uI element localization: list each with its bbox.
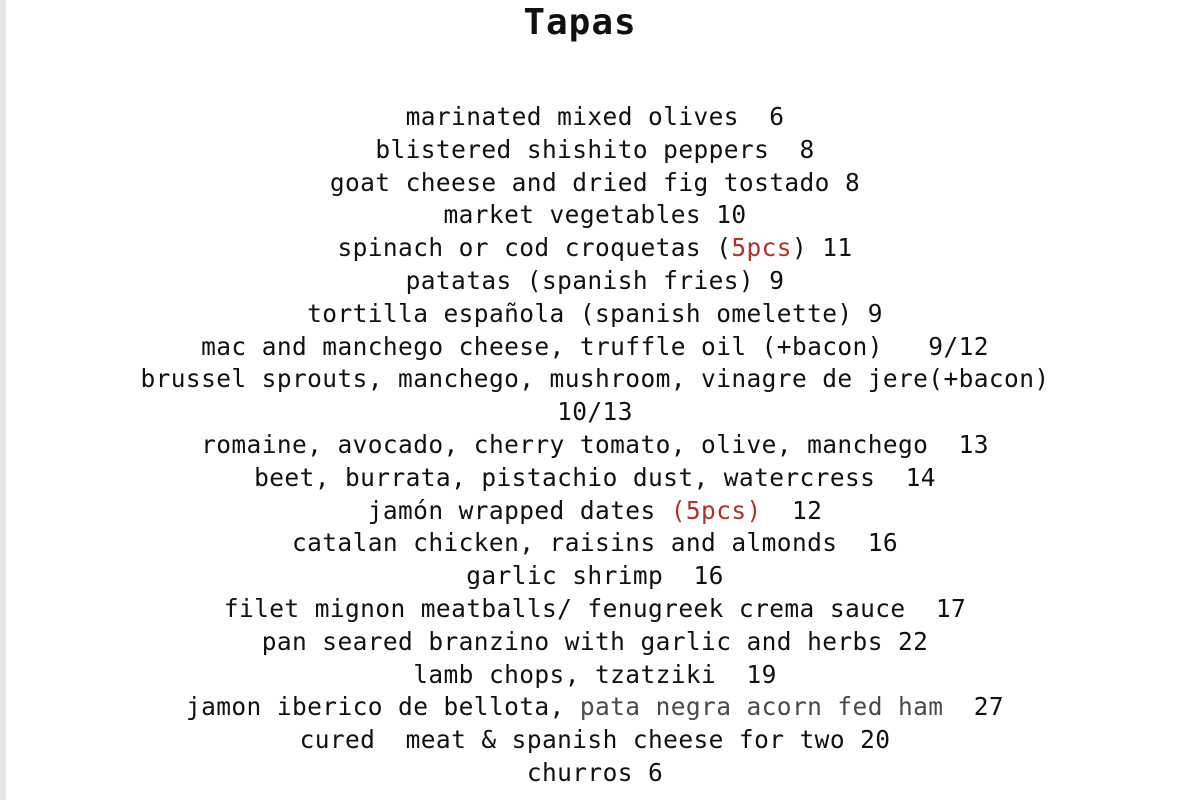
menu-item [0,199,1190,232]
menu-item [0,134,1190,167]
menu-item-list [0,101,1190,790]
menu-item [0,462,1190,495]
menu-item [0,232,1190,265]
menu-item-text: filet mignon meatballs/ fenugreek crema sauce 17 [223,593,967,623]
menu-item-text: ) 11 [791,233,853,263]
menu-item [0,560,1190,593]
menu-item-text: goat cheese and dried fig tostado 8 [329,167,861,197]
menu-item [0,593,1190,626]
menu-item-text: beet, burrata, pistachio dust, watercress 14 [254,462,936,492]
menu-item [0,396,1190,429]
menu-item [0,363,1190,396]
menu-item-text: 27 [943,692,1005,722]
menu-item-text: 12 [761,495,823,525]
menu-item-text: jamon iberico de bellota, [185,692,580,722]
menu-item [0,265,1190,298]
menu-item [0,691,1190,724]
menu-item-note: 5pcs [731,233,792,263]
menu-item-text: marinated mixed olives 6 [405,102,785,131]
menu-item-text: blistered shishito peppers 8 [375,134,815,164]
menu-title: Tapas [523,2,637,43]
menu-item [0,495,1190,528]
menu-item-text: romaine, avocado, cherry tomato, olive, manchego 13 [201,429,989,459]
menu-item-text: spinach or cod croquetas ( [337,233,732,263]
menu-item-text: patatas (spanish fries) 9 [405,265,785,295]
menu-item [0,298,1190,331]
menu-item-text: market vegetables 10 [443,200,747,230]
menu-item-note: pata negra acorn fed ham [579,692,944,722]
menu-item [0,429,1190,462]
menu-item [0,724,1190,757]
menu-item [0,331,1190,364]
menu-item-text: pan seared branzino with garlic and herbs 22 [261,626,929,656]
menu-item-text: catalan chicken, raisins and almonds 16 [291,528,898,558]
menu-item-text: jamón wrapped dates [367,495,671,525]
menu-item-text: cured meat & spanish cheese for two 20 [299,725,891,755]
menu-item-note: (5pcs) [670,495,762,525]
menu-item [0,626,1190,659]
menu-item-text: mac and manchego cheese, truffle oil (+bacon) 9/12 [201,331,989,361]
menu-item-text: garlic shrimp 16 [466,561,724,591]
menu-item-text: tortilla española (spanish omelette) 9 [307,298,883,328]
menu-item [0,757,1190,790]
menu-item [0,527,1190,560]
menu-item [0,101,1190,134]
menu-item-text: churros 6 [526,757,664,787]
menu-item [0,167,1190,200]
menu-item-text: 10/13 [557,397,633,427]
menu-item-text: brussel sprouts, manchego, mushroom, vinagre de jere(+bacon) [140,364,1050,394]
menu-item [0,659,1190,692]
menu-item-text: lamb chops, tzatziki 19 [413,659,777,689]
